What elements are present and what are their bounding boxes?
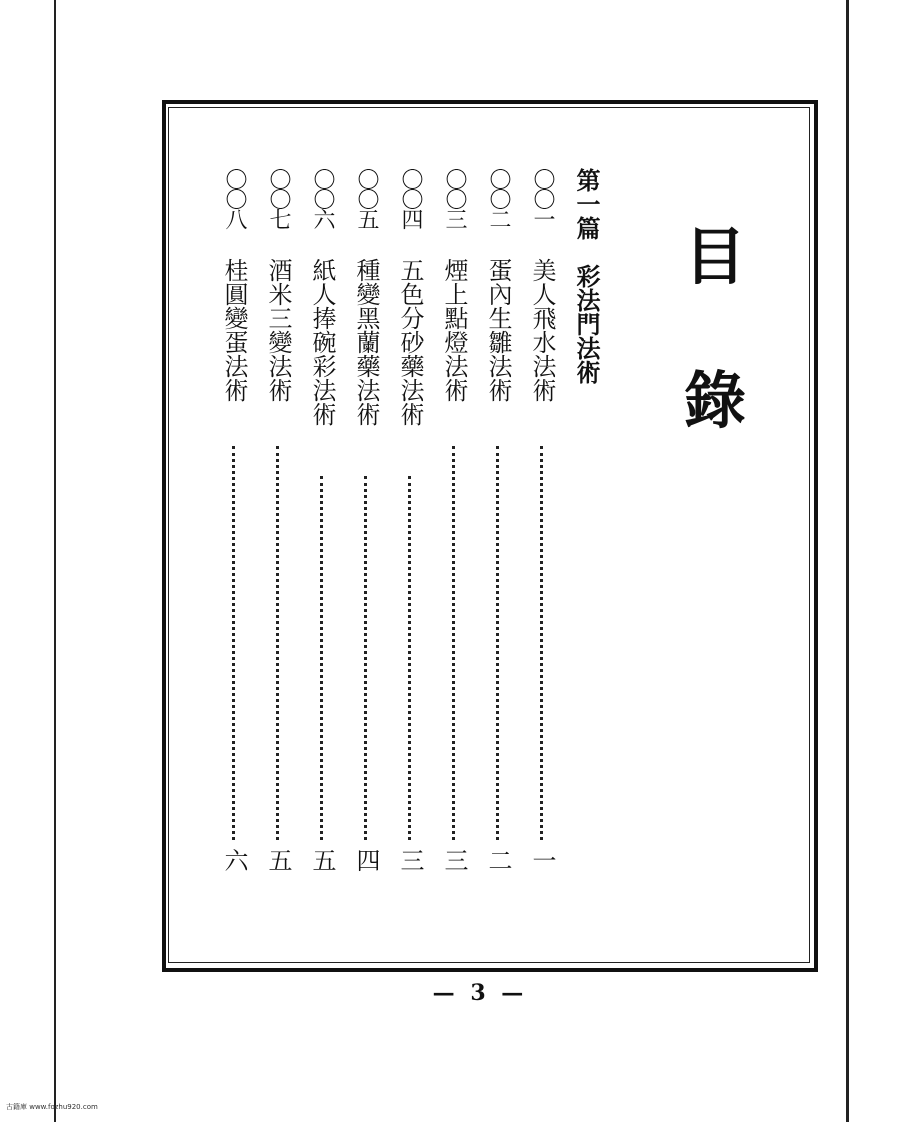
toc-entry-number: 〇〇三 (442, 168, 467, 228)
toc-entry-number: 〇〇六 (310, 168, 335, 228)
toc-entry-title: 煙上點燈法術 (440, 258, 468, 402)
toc-entry-title: 桂圓變蛋法術 (220, 258, 248, 402)
toc-entry-page: 三 (440, 848, 468, 872)
toc-entry (527, 168, 557, 908)
toc-leader-dots (408, 476, 412, 840)
toc-entry-title: 蛋內生雛法術 (484, 258, 512, 402)
toc-entry-title: 美人飛水法術 (528, 258, 556, 402)
toc-leader-dots (276, 446, 280, 840)
title-char-1: 目 (684, 220, 747, 293)
toc-entry (351, 168, 381, 908)
toc-entry-page: 二 (484, 848, 512, 872)
toc-entry (219, 168, 249, 908)
toc-entry-page: 五 (264, 848, 292, 872)
toc-entry-page: 六 (220, 848, 248, 872)
toc-leader-dots (364, 476, 368, 840)
toc-entry-page: 一 (528, 848, 556, 872)
watermark: 古籍庫 www.fozhu920.com (6, 1103, 98, 1111)
toc-entry (395, 168, 425, 908)
toc-entry-title: 五色分砂藥法術 (396, 258, 424, 426)
page-number: — 3 — (432, 980, 528, 1006)
toc-entry-number: 〇〇四 (398, 168, 423, 228)
toc-leader-dots (232, 446, 236, 840)
toc-entry-number: 〇〇二 (486, 168, 511, 228)
toc-entry-title: 種變黑蘭藥法術 (352, 258, 380, 426)
toc-leader-dots (540, 446, 544, 840)
toc-entry (439, 168, 469, 908)
part-heading: 第一篇 彩法門法術 (572, 168, 601, 384)
toc-entry-number: 〇〇七 (266, 168, 291, 228)
toc-leader-dots (452, 446, 456, 840)
toc-entry-page: 五 (308, 848, 336, 872)
scan-edge-right (846, 0, 849, 1122)
toc-entry-page: 四 (352, 848, 380, 872)
toc-entry-title: 酒米三變法術 (264, 258, 292, 402)
title-char-2: 錄 (684, 364, 747, 437)
toc-entry-number: 〇〇八 (222, 168, 247, 228)
toc-leader-dots (320, 476, 324, 840)
toc-entry-page: 三 (396, 848, 424, 872)
toc-entry-number: 〇〇五 (354, 168, 379, 228)
scan-edge-left (54, 0, 56, 1122)
toc-leader-dots (496, 446, 500, 840)
toc-entry (263, 168, 293, 908)
toc-entry (483, 168, 513, 908)
toc-entry (307, 168, 337, 908)
toc-entry-number: 〇〇一 (530, 168, 555, 228)
toc-entry-title: 紙人捧碗彩法術 (308, 258, 336, 426)
